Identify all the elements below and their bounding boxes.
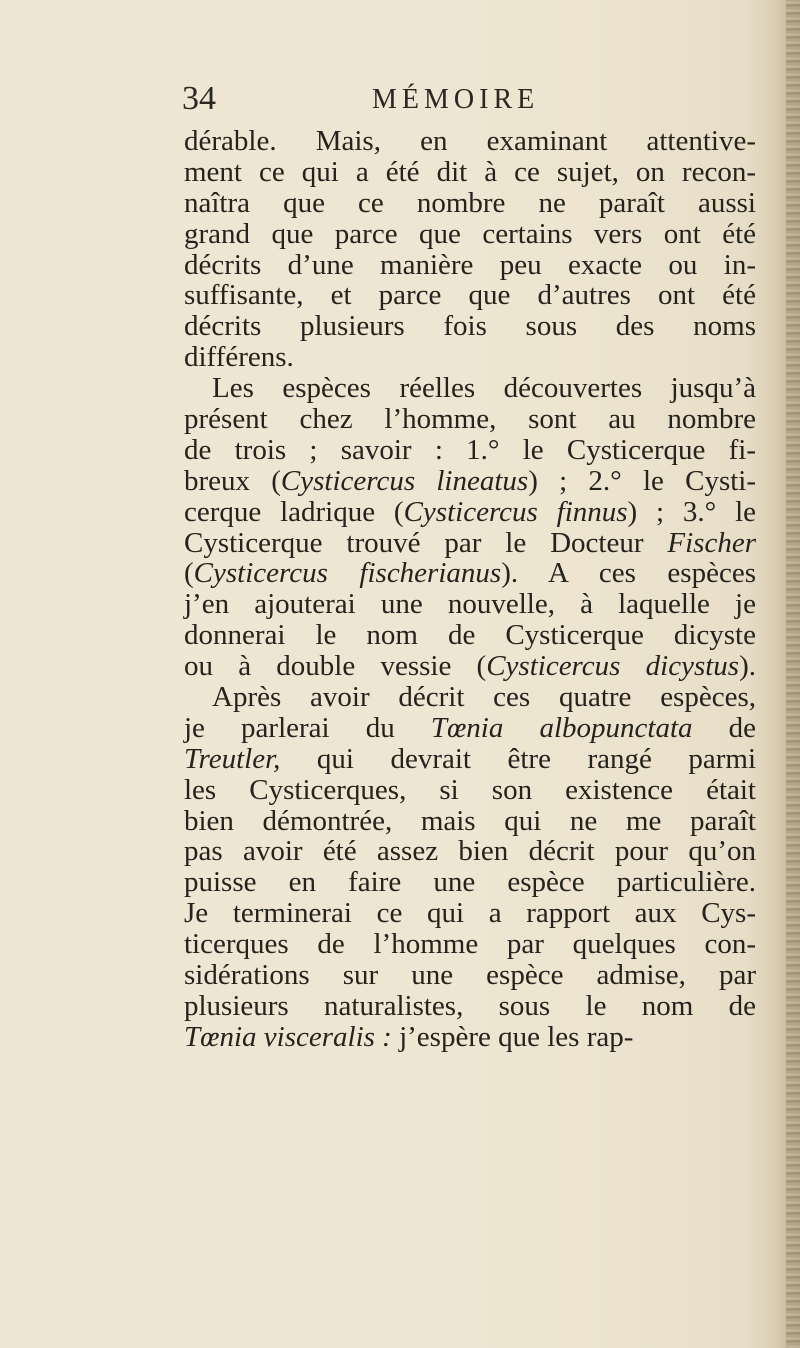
text-line: [184, 713, 756, 744]
text-run: naîtra que ce nombre ne paraît aussi: [184, 186, 756, 219]
text-line: [184, 682, 756, 713]
text-run: j’en ajouterai une nouvelle, à laquelle je: [184, 588, 756, 621]
page-header: [182, 78, 760, 122]
text-line: [184, 404, 756, 435]
text-run: Cysticerque trouvé par le Docteur: [184, 526, 668, 559]
text-run: ). A ces espèces: [501, 557, 756, 590]
text-run: de trois ; savoir : 1.° le Cysticerque fi-: [184, 433, 756, 466]
text-line: [184, 836, 756, 867]
text-run: bien démontrée, mais qui ne me paraît: [184, 804, 756, 837]
text-line: [184, 280, 756, 311]
page-number: 34: [182, 80, 216, 117]
text-line: [184, 250, 756, 281]
text-run: breux (: [184, 464, 281, 497]
text-run: ).: [739, 650, 756, 683]
text-run: suffisante, et parce que d’autres ont été: [184, 279, 756, 312]
text-run: décrits plusieurs fois sous des noms: [184, 310, 756, 343]
text-run: de: [692, 711, 756, 744]
text-run: décrits d’une manière peu exacte ou in-: [184, 248, 756, 281]
text-line: [184, 435, 756, 466]
text-line: [184, 1022, 756, 1053]
text-line: [184, 960, 756, 991]
italic-text: Cysticercus finnus: [403, 495, 628, 528]
italic-text: Treutler,: [184, 742, 281, 775]
text-run: donnerai le nom de Cysticerque dicyste: [184, 619, 756, 652]
text-run: qui devrait être rangé parmi: [280, 742, 756, 775]
text-run: les Cysticerques, si son existence était: [184, 773, 756, 806]
text-run: différens.: [184, 341, 294, 374]
text-run: présent chez l’homme, sont au nombre: [184, 403, 756, 436]
text-run: (: [184, 557, 194, 590]
text-line: [184, 929, 756, 960]
text-line: [184, 558, 756, 589]
text-line: [184, 157, 756, 188]
text-line: [184, 528, 756, 559]
text-line: [184, 466, 756, 497]
text-line: [184, 219, 756, 250]
text-run: plusieurs naturalistes, sous le nom de: [184, 989, 756, 1022]
text-line: [184, 775, 756, 806]
text-run: cerque ladrique (: [184, 495, 404, 528]
italic-text: Tœnia visceralis :: [184, 1020, 392, 1053]
text-line: [184, 898, 756, 929]
text-run: Je terminerai ce qui a rapport aux Cys-: [184, 897, 756, 930]
text-line: [184, 342, 756, 373]
text-run: ) ; 3.° le: [627, 495, 756, 528]
text-line: [184, 188, 756, 219]
text-run: je parlerai du: [184, 711, 431, 744]
text-run: puisse en faire une espèce particulière.: [184, 866, 756, 899]
text-run: Les espèces réelles découvertes jusqu’à: [212, 372, 756, 405]
text-line: [184, 620, 756, 651]
text-run: ) ; 2.° le Cysti-: [528, 464, 756, 497]
text-line: [184, 589, 756, 620]
text-run: grand que parce que certains vers ont été: [184, 217, 756, 250]
text-run: j’espère que les rap-: [391, 1020, 634, 1053]
text-line: [184, 497, 756, 528]
text-line: [184, 991, 756, 1022]
text-run: Après avoir décrit ces quatre espèces,: [212, 681, 756, 714]
page-edge: [786, 0, 800, 1348]
text-run: ment ce qui a été dit à ce sujet, on recon-: [184, 155, 756, 188]
italic-text: Fischer: [667, 526, 756, 559]
text-line: [184, 651, 756, 682]
text-line: [184, 126, 756, 157]
text-run: ticerques de l’homme par quelques con-: [184, 928, 756, 961]
text-run: sidérations sur une espèce admise, par: [184, 959, 756, 992]
text-line: [184, 806, 756, 837]
italic-text: Cysticercus dicystus: [486, 650, 740, 683]
text-run: dérable. Mais, en examinant attentive-: [184, 125, 756, 157]
text-line: [184, 744, 756, 775]
italic-text: Cysticercus lineatus: [280, 464, 529, 497]
text-line: [184, 373, 756, 404]
italic-text: Tœnia albopunctata: [430, 711, 693, 744]
text-line: [184, 311, 756, 342]
text-run: pas avoir été assez bien décrit pour qu’on: [184, 835, 756, 868]
text-line: [184, 867, 756, 898]
running-title: MÉMOIRE: [372, 84, 540, 115]
text-run: ou à double vessie (: [184, 650, 487, 683]
body-text: [184, 126, 756, 1053]
italic-text: Cysticercus fischerianus: [193, 557, 502, 590]
